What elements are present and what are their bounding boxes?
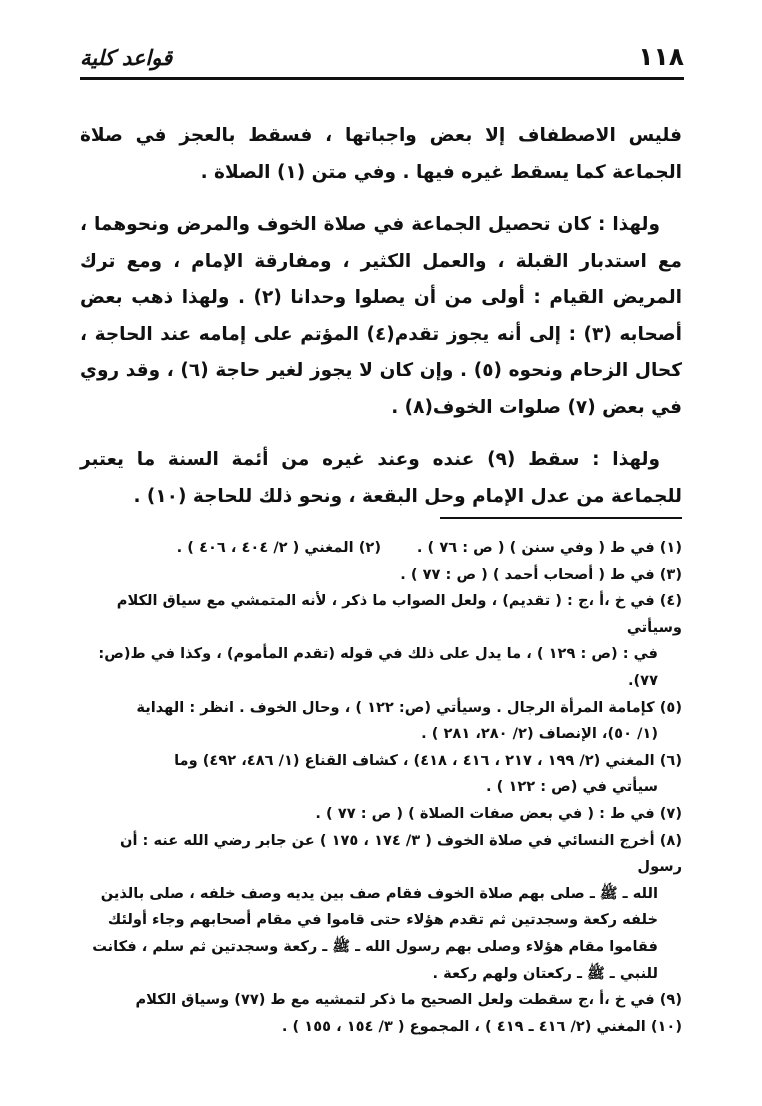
- footnote-7: (٧) في ط : ( في بعض صفات الصلاة ) ( ص : ٧٧ ) .: [315, 804, 682, 822]
- footnote-5-continued: (١/ ٥٠)، الإنصاف (٢/ ٢٨٠، ٢٨١ ) .: [421, 725, 658, 743]
- paragraph: ولهذا : كان تحصيل الجماعة في صلاة الخوف والمرض ونحوهما ، مع استدبار القبلة ، والعمل الكثير ، ومفارقة الإمام ، ومع ترك المريض القيام : أولى من أن يصلوا وحدانا (٢) . ولهذا ذهب بعض أصحابه (٣) : إلى أنه يجوز تقدم(٤) المؤتم على إمامه عند الحاجة ، كحال الزحام ونحوه (٥) . وإن كان لا يجوز لغير حاجة (٦) ، وقد روي في بعض (٧) صلوات الخوف(٨) .: [80, 214, 683, 418]
- footnote-4: (٤) في خ ،أ ،ج : ( تقديم) ، ولعل الصواب ما ذكر ، لأنه المتمشي مع سياق الكلام وسيأتي: [116, 592, 682, 636]
- footnote-3: (٣) في ط ( أصحاب أحمد ) ( ص : ٧٧ ) .: [400, 565, 682, 583]
- paragraph: ولهذا : سقط (٩) عنده وعند غيره من أئمة السنة ما يعتبر للجماعة من عدل الإمام وحل البقعة ، ونحو ذلك للحاجة (١٠) .: [80, 449, 682, 507]
- footnote-row: [80, 535, 682, 562]
- running-title: قواعد كلية: [80, 46, 173, 70]
- header-rule: [80, 77, 684, 80]
- footnotes: [80, 535, 682, 1040]
- main-text: [80, 118, 682, 531]
- footnote-9: (٩) في خ ،أ ،ج سقطت ولعل الصحيح ما ذكر لتمشيه مع ط (٧٧) وسياق الكلام: [135, 991, 682, 1009]
- footnote-6: (٦) المغني (٢/ ١٩٩ ، ٢١٧ ، ٤١٦ ، ٤١٨) ، كشاف القناع (١/ ٤٨٦، ٤٩٢) وما: [174, 751, 682, 769]
- footnote-separator: [440, 517, 682, 519]
- footnote-8-continued: الله ـ ﷺ ـ صلى بهم صلاة الخوف فقام صف بين يديه وصف خلفه ، صلى بالذين خلفه ركعة وسجدتين ثم تقدم هؤلاء حتى قاموا في مقام أصحابهم وجاء أولئك فقاموا مقام هؤلاء وصلى بهم رسول الله ـ ﷺ ـ ركعة وسجدتين ثم سلم ، فكانت للنبي ـ ﷺ ـ ركعتان ولهم ركعة .: [92, 884, 658, 982]
- footnote-2: (٢) المغني ( ٢/ ٤٠٤ ، ٤٠٦ ) .: [176, 539, 381, 556]
- page-header: [80, 42, 684, 74]
- footnote-6-continued: سيأتي في (ص : ١٢٢ ) .: [486, 778, 658, 796]
- page-number: ١١٨: [638, 42, 684, 71]
- footnote-8: (٨) أخرج النسائي في صلاة الخوف ( ٣/ ١٧٤ ، ١٧٥ ) عن جابر رضي الله عنه : أن رسول: [120, 831, 682, 876]
- paragraph: فليس الاصطفاف إلا بعض واجباتها ، فسقط بالعجز في صلاة الجماعة كما يسقط غيره فيها . وفي متن (١) الصلاة .: [80, 125, 682, 183]
- footnote-10: (١٠) المغني (٢/ ٤١٦ ـ ٤١٩ ) ، المجموع ( ٣/ ١٥٤ ، ١٥٥ ) .: [281, 1017, 682, 1035]
- footnote-1: (١) في ط ( وفي سنن ) ( ص : ٧٦ ) .: [416, 539, 682, 556]
- footnote-5: (٥) كإمامة المرأة الرجال . وسيأتي (ص: ١٢٢ ) ، وحال الخوف . انظر : الهداية: [136, 698, 682, 716]
- footnote-4-continued: في : (ص : ١٢٩ ) ، ما يدل على ذلك في قوله (تقدم المأموم) ، وكذا في ط(ص: ٧٧).: [98, 645, 658, 689]
